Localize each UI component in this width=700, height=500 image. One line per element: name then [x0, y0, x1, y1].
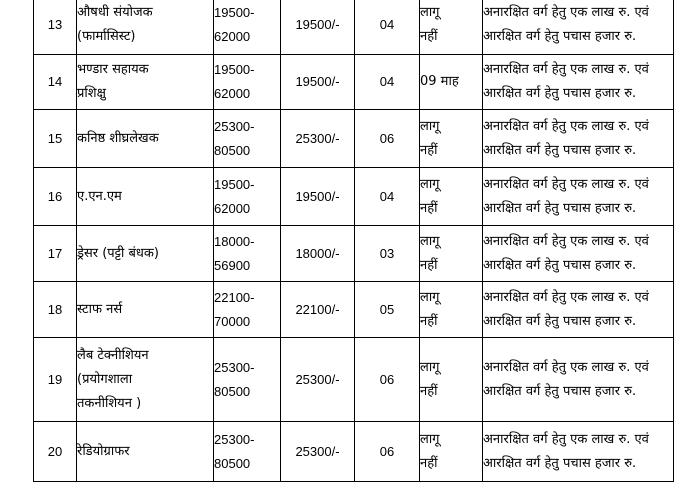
post-name-cell [77, 168, 214, 226]
security-fee-cell-line: आरक्षित वर्ग हेतु पचास हजार रु. [483, 86, 637, 101]
security-fee-cell-line: आरक्षित वर्ग हेतु पचास हजार रु. [483, 142, 637, 158]
post-name-cell [77, 422, 214, 482]
post-count-cell: 06 [355, 110, 420, 168]
post-count-cell: 04 [355, 55, 420, 110]
serial-number-cell: 18 [34, 282, 77, 338]
post-count-cell: 04 [355, 0, 420, 55]
post-count-cell: 06 [355, 422, 420, 482]
serial-number-cell: 17 [34, 226, 77, 282]
applicability-cell-line: नहीं [420, 383, 438, 399]
security-fee-cell [483, 422, 674, 482]
applicability-cell-line: नहीं [420, 313, 438, 329]
table-row [34, 110, 674, 168]
post-name-cell [77, 338, 214, 422]
serial-number-cell: 20 [34, 422, 77, 482]
pay-scale-cell-line: 25300- [214, 359, 255, 375]
applicability-cell-line: 09 माह [420, 74, 459, 89]
pay-scale-cell [214, 282, 281, 338]
post-name-cell-line: कनिष्ठ शीघ्रलेखक [77, 130, 159, 146]
security-fee-cell [483, 0, 674, 55]
table-row [34, 338, 674, 422]
security-fee-cell-line: आरक्षित वर्ग हेतु पचास हजार रु. [483, 28, 637, 44]
security-fee-cell-line: आरक्षित वर्ग हेतु पचास हजार रु. [483, 455, 637, 471]
security-fee-cell [483, 168, 674, 226]
post-count-cell: 04 [355, 168, 420, 226]
post-name-cell [77, 282, 214, 338]
table-row [34, 168, 674, 226]
salary-cell: 22100/- [281, 282, 355, 338]
pay-scale-cell-line: 18000- [214, 233, 255, 249]
security-fee-cell [483, 282, 674, 338]
pay-scale-cell-line: 56900 [214, 257, 251, 273]
pay-scale-cell-line: 80500 [214, 142, 251, 158]
pay-scale-cell-line: 70000 [214, 313, 251, 329]
pay-scale-cell [214, 422, 281, 482]
pay-scale-cell-line: 19500- [214, 62, 255, 77]
post-name-cell-line: (प्रयोगशाला [77, 371, 133, 387]
post-count-cell: 05 [355, 282, 420, 338]
table-row [34, 55, 674, 110]
applicability-cell [420, 110, 483, 168]
applicability-cell [420, 55, 483, 110]
salary-cell: 25300/- [281, 422, 355, 482]
pay-scale-cell [214, 226, 281, 282]
post-name-cell-line: औषधी संयोजक [77, 4, 153, 20]
security-fee-cell-line: अनारक्षित वर्ग हेतु एक लाख रु. एवं [483, 359, 649, 375]
applicability-cell [420, 0, 483, 55]
salary-cell: 19500/- [281, 55, 355, 110]
pay-scale-cell [214, 168, 281, 226]
salary-cell: 18000/- [281, 226, 355, 282]
security-fee-cell-line: आरक्षित वर्ग हेतु पचास हजार रु. [483, 257, 637, 273]
applicability-cell-line: नहीं [420, 200, 438, 216]
post-name-cell-line: स्टाफ नर्स [77, 301, 123, 317]
pay-scale-cell [214, 55, 281, 110]
post-name-cell [77, 55, 214, 110]
post-name-cell-line: प्रशिक्षु [77, 86, 106, 101]
pay-scale-cell-line: 22100- [214, 289, 255, 305]
security-fee-cell [483, 226, 674, 282]
applicability-cell-line: नहीं [420, 455, 438, 471]
applicability-cell-line: लागू [420, 359, 440, 375]
post-name-cell-line: ड्रेसर (पट्टी बंधक) [77, 245, 159, 261]
post-name-cell [77, 110, 214, 168]
security-fee-cell [483, 338, 674, 422]
serial-number-cell: 14 [34, 55, 77, 110]
pay-scale-cell-line: 19500- [214, 176, 255, 192]
pay-scale-cell [214, 0, 281, 55]
security-fee-cell [483, 55, 674, 110]
security-fee-cell-line: अनारक्षित वर्ग हेतु एक लाख रु. एवं [483, 4, 649, 20]
post-name-cell-line: ए.एन.एम [77, 188, 122, 204]
table-row [34, 282, 674, 338]
salary-cell: 25300/- [281, 110, 355, 168]
post-count-cell: 03 [355, 226, 420, 282]
applicability-cell-line: नहीं [420, 142, 438, 158]
applicability-cell-line: नहीं [420, 28, 438, 44]
security-fee-cell-line: आरक्षित वर्ग हेतु पचास हजार रु. [483, 383, 637, 399]
security-fee-cell-line: अनारक्षित वर्ग हेतु एक लाख रु. एवं [483, 62, 649, 77]
security-fee-cell-line: अनारक्षित वर्ग हेतु एक लाख रु. एवं [483, 118, 649, 134]
table-row [34, 422, 674, 482]
post-name-cell [77, 226, 214, 282]
applicability-cell [420, 282, 483, 338]
post-name-cell-line: रेडियोग्राफर [77, 443, 130, 459]
applicability-cell [420, 338, 483, 422]
pay-scale-cell-line: 19500- [214, 4, 255, 20]
security-fee-cell-line: अनारक्षित वर्ग हेतु एक लाख रु. एवं [483, 233, 649, 249]
applicability-cell [420, 168, 483, 226]
serial-number-cell: 19 [34, 338, 77, 422]
pay-scale-cell-line: 62000 [214, 86, 251, 101]
pay-scale-cell [214, 110, 281, 168]
post-name-cell [77, 0, 214, 55]
pay-scale-cell-line: 62000 [214, 200, 251, 216]
security-fee-cell [483, 110, 674, 168]
pay-scale-cell-line: 80500 [214, 455, 251, 471]
post-name-cell-line: (फार्मासिस्ट) [77, 28, 136, 44]
applicability-cell-line: लागू [420, 118, 440, 134]
security-fee-cell-line: अनारक्षित वर्ग हेतु एक लाख रु. एवं [483, 431, 649, 447]
pay-scale-cell-line: 25300- [214, 431, 255, 447]
pay-scale-cell-line: 25300- [214, 118, 255, 134]
applicability-cell-line: नहीं [420, 257, 438, 273]
applicability-cell-line: लागू [420, 176, 440, 192]
security-fee-cell-line: अनारक्षित वर्ग हेतु एक लाख रु. एवं [483, 289, 649, 305]
post-name-cell-line: भण्डार सहायक [77, 62, 149, 77]
serial-number-cell: 16 [34, 168, 77, 226]
applicability-cell [420, 422, 483, 482]
applicability-cell-line: लागू [420, 289, 440, 305]
security-fee-cell-line: आरक्षित वर्ग हेतु पचास हजार रु. [483, 313, 637, 329]
table-body [34, 0, 674, 482]
applicability-cell-line: लागू [420, 431, 440, 447]
salary-cell: 19500/- [281, 0, 355, 55]
pay-scale-cell [214, 338, 281, 422]
pay-scale-cell-line: 62000 [214, 28, 251, 44]
serial-number-cell: 15 [34, 110, 77, 168]
serial-number-cell: 13 [34, 0, 77, 55]
table-row [34, 226, 674, 282]
post-name-cell-line: लैब टेक्नीशियन [77, 347, 149, 363]
pay-scale-cell-line: 80500 [214, 383, 251, 399]
salary-cell: 25300/- [281, 338, 355, 422]
applicability-cell-line: लागू [420, 4, 440, 20]
salary-cell: 19500/- [281, 168, 355, 226]
applicability-cell-line: लागू [420, 233, 440, 249]
vacancy-table [33, 0, 674, 482]
table-row [34, 0, 674, 55]
applicability-cell [420, 226, 483, 282]
post-count-cell: 06 [355, 338, 420, 422]
post-name-cell-line: तकनीशियन ) [77, 395, 142, 411]
security-fee-cell-line: आरक्षित वर्ग हेतु पचास हजार रु. [483, 200, 637, 216]
security-fee-cell-line: अनारक्षित वर्ग हेतु एक लाख रु. एवं [483, 176, 649, 192]
